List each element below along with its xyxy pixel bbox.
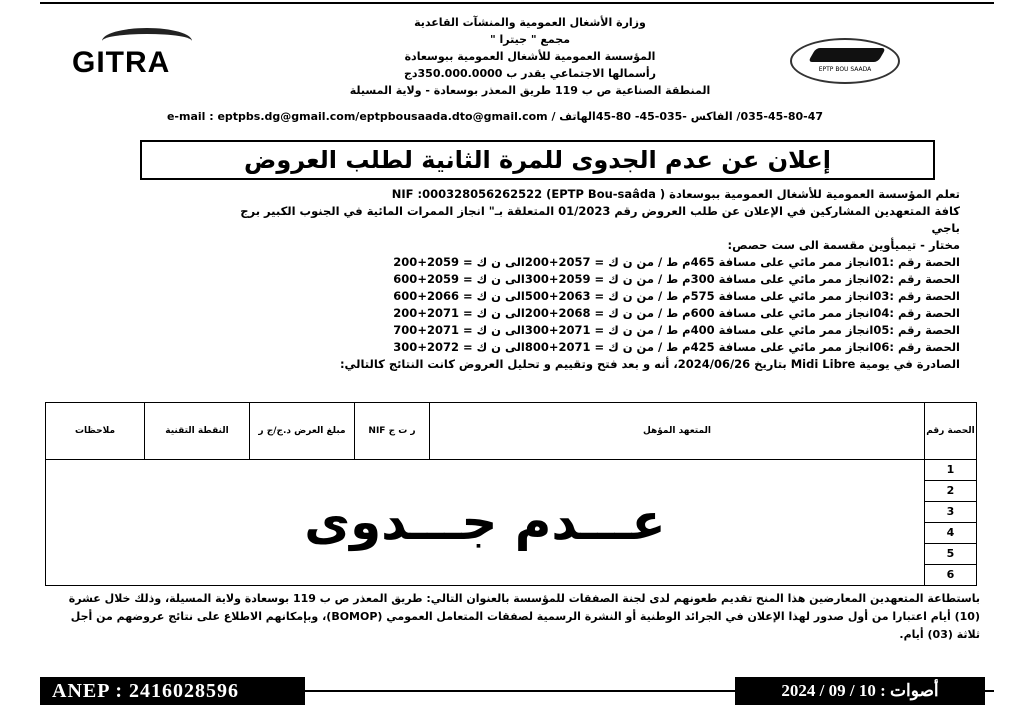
- lot-number: 1: [925, 459, 977, 480]
- eptp-logo: [790, 38, 900, 84]
- lot-line: الحصة رقم :03انجاز ممر مائي على مسافة 575م ط / من ن ك = 2063+500الى ن ك = 2066+600: [393, 289, 960, 303]
- header-line: رأسمالها الاجتماعي يقدر ب 350.000.0000دج: [403, 67, 657, 80]
- header-line: وزارة الأشغال العمومية والمنشآت القاعدية: [414, 16, 646, 29]
- header-block: [300, 14, 760, 99]
- gitra-logo: [72, 28, 202, 79]
- lot-number: 6: [925, 564, 977, 585]
- lot-line: الحصة رقم :06انجاز ممر مائي على مسافة 425م ط / من ن ك = 2071+800الى ن ك = 2072+300: [393, 340, 960, 354]
- lot-number: 5: [925, 543, 977, 564]
- col-nif: ر ت ج NIF: [355, 403, 430, 460]
- col-lot-number: الحصة رقم: [925, 403, 977, 460]
- lot-number: 2: [925, 480, 977, 501]
- lot-line: الحصة رقم :01انجاز ممر مائي على مسافة 465م ط / من ن ك = 2057+200الى ن ك = 2059+200: [393, 255, 960, 269]
- contact-line: 035-45-80-47/ الفاكس -035-45- 80-45الهاتف / e-mail : eptpbs.dg@gmail.com/eptpbousaada.dto@gmail.com: [166, 110, 824, 123]
- announcement-title: إعلان عن عدم الجدوى للمرة الثانية لطلب العروض: [140, 140, 935, 180]
- gitra-logo-text: GITRA: [72, 46, 171, 79]
- lot-line: الحصة رقم :05انجاز ممر مائي على مسافة 400م ط / من ن ك = 2071+300الى ن ك = 2071+700: [393, 323, 960, 337]
- unsuccessful-stamp: عـــدم جـــدوى: [46, 459, 925, 585]
- lot-line: الحصة رقم :04انجاز ممر مائي على مسافة 600م ط / من ن ك = 2068+200الى ن ك = 2071+200: [393, 306, 960, 320]
- published-line: الصادرة في يومية Midi Libre بتاريخ 2024/06/26، أنه و بعد فتح وتقييم و تحليل العروض كانت النتائج كالتالي:: [339, 357, 960, 371]
- appeal-notice: باستطاعة المتعهدين المعارضين هذا المنح تقديم طعونهم لدى لجنة الصفقات للمؤسسة بالعنوان التالي: طريق المعذر ص ب 119 بوسعادة ولاية المسيلة، وذلك خلال عشرة (10) أيام اعتبارا من أول صدور لهذا الإعلان في الجرائد الوطنية أو النشرة الرسمية لصفقات المتعامل العمومي (BOMOP)، وبإمكانهم الاطلاع على نتائج عروضهم من أجل ثلاثة (03) أيام.: [68, 592, 980, 641]
- announcement-body: [225, 186, 960, 373]
- header-line: المنطقة الصناعية ص ب 119 طريق المعذر بوسعادة - ولاية المسيلة: [349, 84, 711, 97]
- table-header-row: [46, 403, 977, 460]
- publication-date: أصوات : 10 / 09 / 2024: [735, 677, 985, 705]
- intro-line: كافة المتعهدين المشاركين في الإعلان عن طلب العروض رقم 01/2023 المتعلقة بـ" انجاز الممرات المائية في الجنوب الكبير برج باجي: [240, 204, 960, 235]
- col-remarks: ملاحظات: [46, 403, 145, 460]
- top-rule: [40, 2, 994, 4]
- lot-number: 4: [925, 522, 977, 543]
- lot-number: 3: [925, 501, 977, 522]
- intro-line: مختار - تيميأوين مقسمة الى ست حصص:: [727, 238, 960, 252]
- results-table: [45, 402, 977, 586]
- col-technical-score: النقطة التقنية: [145, 403, 250, 460]
- anep-number: ANEP : 2416028596: [40, 677, 305, 705]
- eptp-logo-text: EPTP BOU SAADA: [818, 66, 872, 73]
- header-line: مجمع " جيترا ": [489, 33, 571, 46]
- lot-line: الحصة رقم :02انجاز ممر مائي على مسافة 300م ط / من ن ك = 2059+300الى ن ك = 2059+600: [393, 272, 960, 286]
- col-amount: مبلغ العرض د.ج/ج ر: [250, 403, 355, 460]
- col-bidder: المتعهد المؤهل: [430, 403, 925, 460]
- table-row: [46, 459, 977, 480]
- header-line: المؤسسة العمومية للأشغال العمومية ببوسعادة: [404, 50, 656, 63]
- intro-line: تعلم المؤسسة العمومية للأشغال العمومية ببوسعادة ( EPTP Bou-saâda) NIF :000328056262522: [391, 187, 960, 201]
